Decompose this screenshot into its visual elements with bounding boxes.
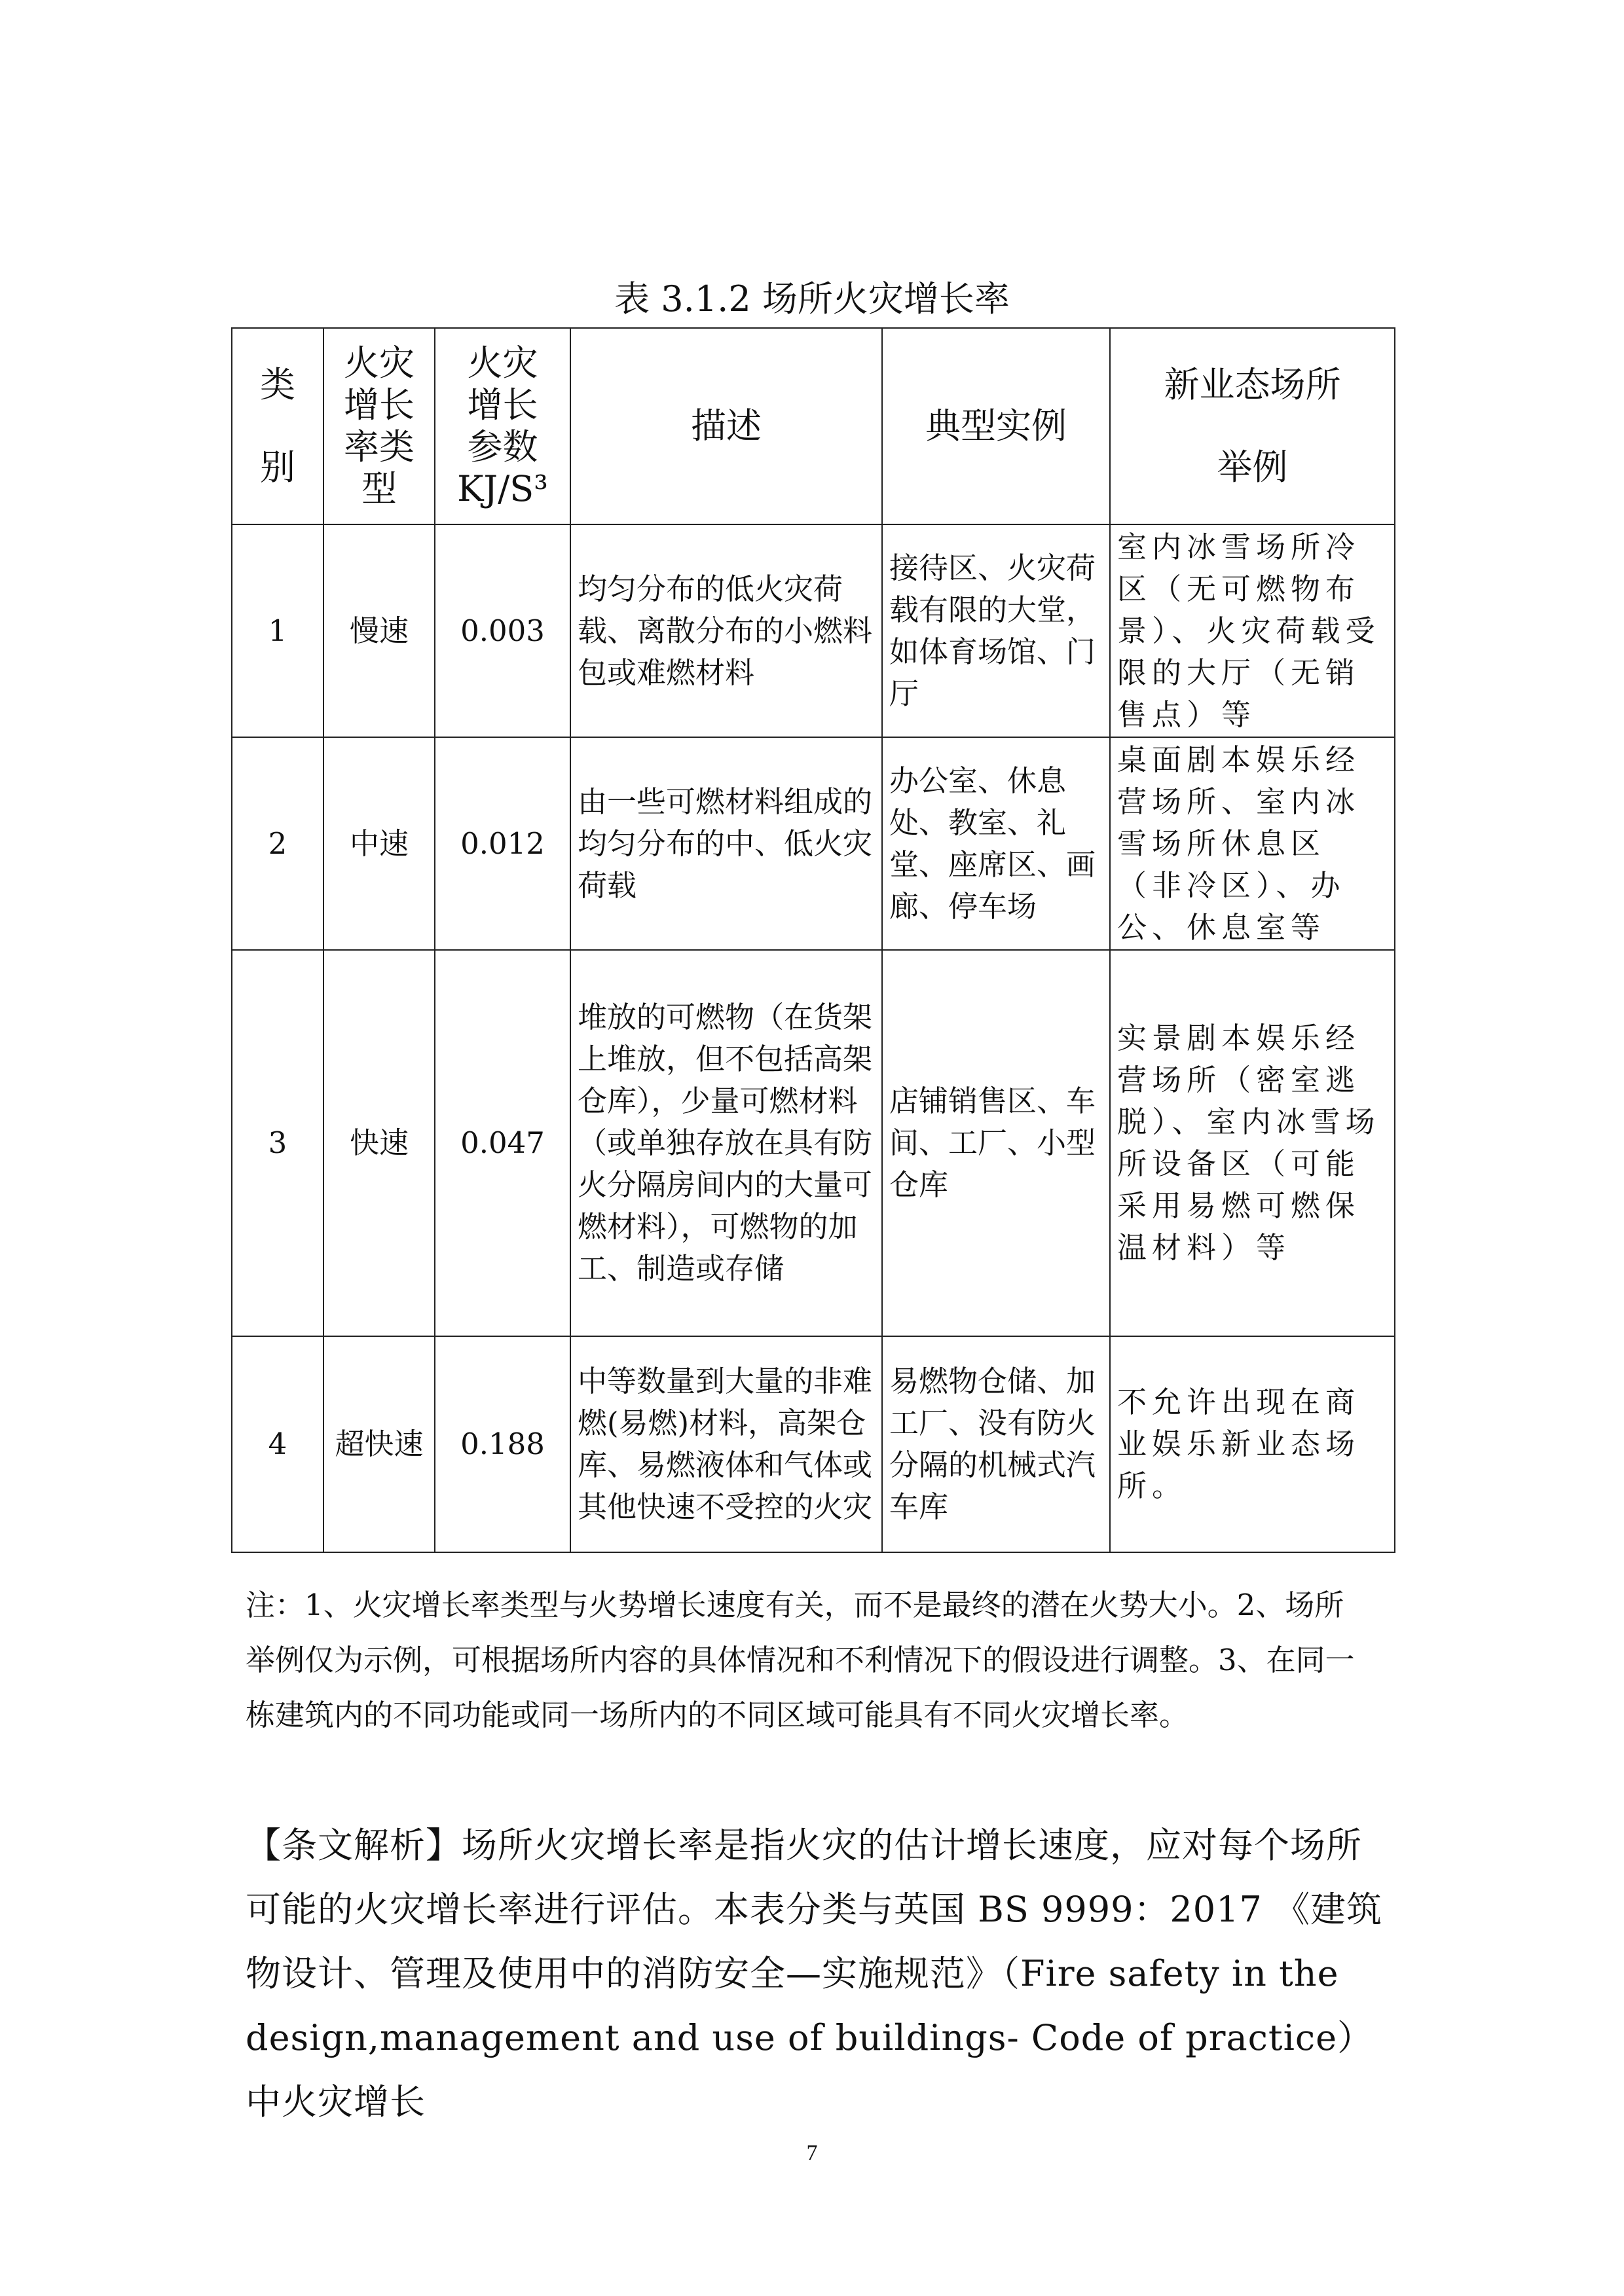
row-id: 2 [232,737,323,950]
row-type: 中速 [323,737,435,950]
fire-growth-rate-table [231,327,1395,1553]
row-description: 由一些可燃材料组成的均匀分布的中、低火灾荷载 [570,737,882,950]
row-examples: 店铺销售区、车间、工厂、小型仓库 [882,950,1110,1336]
table-row [232,1336,1395,1552]
header-growth-param: 火灾 增长 参数 KJ/S³ [435,328,570,524]
row-type: 快速 [323,950,435,1336]
header-category: 类 别 [232,328,323,524]
row-new-venues: 不允许出现在商业娱乐新业态场所。 [1110,1336,1395,1552]
header-typical-examples: 典型实例 [882,328,1110,524]
row-id: 1 [232,524,323,737]
page-number: 7 [806,2141,818,2165]
table-row [232,950,1395,1336]
table-row [232,737,1395,950]
table-caption: 表 3.1.2 场所火灾增长率 [614,278,1010,319]
table-note: 注：1、火灾增长率类型与火势增长速度有关，而不是最终的潜在火势大小。2、场所举例仅为示例，可根据场所内容的具体情况和不利情况下的假设进行调整。3、在同一栋建筑内的不同功能或同一场所内的不同区域可能具有不同火灾增长率。 [246,1588,1355,1732]
row-examples: 办公室、休息处、教室、礼堂、座席区、画廊、停车场 [882,737,1110,950]
row-type: 超快速 [323,1336,435,1552]
row-description: 堆放的可燃物（在货架上堆放，但不包括高架仓库），少量可燃材料（或单独存放在具有防火分隔房间内的大量可燃材料），可燃物的加工、制造或存储 [570,950,882,1336]
row-id: 4 [232,1336,323,1552]
header-description: 描述 [570,328,882,524]
row-type: 慢速 [323,524,435,737]
row-id: 3 [232,950,323,1336]
header-growth-type: 火灾 增长 率类 型 [323,328,435,524]
row-param: 0.188 [435,1336,570,1552]
commentary-paragraph: 【条文解析】场所火灾增长率是指火灾的估计增长速度，应对每个场所可能的火灾增长率进行评估。本表分类与英国 BS 9999：2017 《建筑物设计、管理及使用中的消防安全—实施规范》（Fire safety in the design,management and use of buildings- Code of practice）中火灾增长 [246,1825,1383,2123]
row-new-venues: 实景剧本娱乐经营场所（密室逃脱）、室内冰雪场所设备区（可能采用易燃可燃保温材料）等 [1110,950,1395,1336]
header-new-venues: 新业态场所 举例 [1110,328,1395,524]
row-new-venues: 室内冰雪场所冷区（无可燃物布景）、火灾荷载受限的大厅（无销售点）等 [1110,524,1395,737]
table-header-row [232,328,1395,524]
table-row [232,524,1395,737]
row-examples: 接待区、火灾荷载有限的大堂，如体育场馆、门厅 [882,524,1110,737]
row-description: 均匀分布的低火灾荷载、离散分布的小燃料包或难燃材料 [570,524,882,737]
row-examples: 易燃物仓储、加工厂、没有防火分隔的机械式汽车库 [882,1336,1110,1552]
row-param: 0.047 [435,950,570,1336]
row-new-venues: 桌面剧本娱乐经营场所、室内冰雪场所休息区（非冷区）、办公、休息室等 [1110,737,1395,950]
row-param: 0.003 [435,524,570,737]
row-description: 中等数量到大量的非难燃(易燃)材料，高架仓库、易燃液体和气体或其他快速不受控的火灾 [570,1336,882,1552]
row-param: 0.012 [435,737,570,950]
